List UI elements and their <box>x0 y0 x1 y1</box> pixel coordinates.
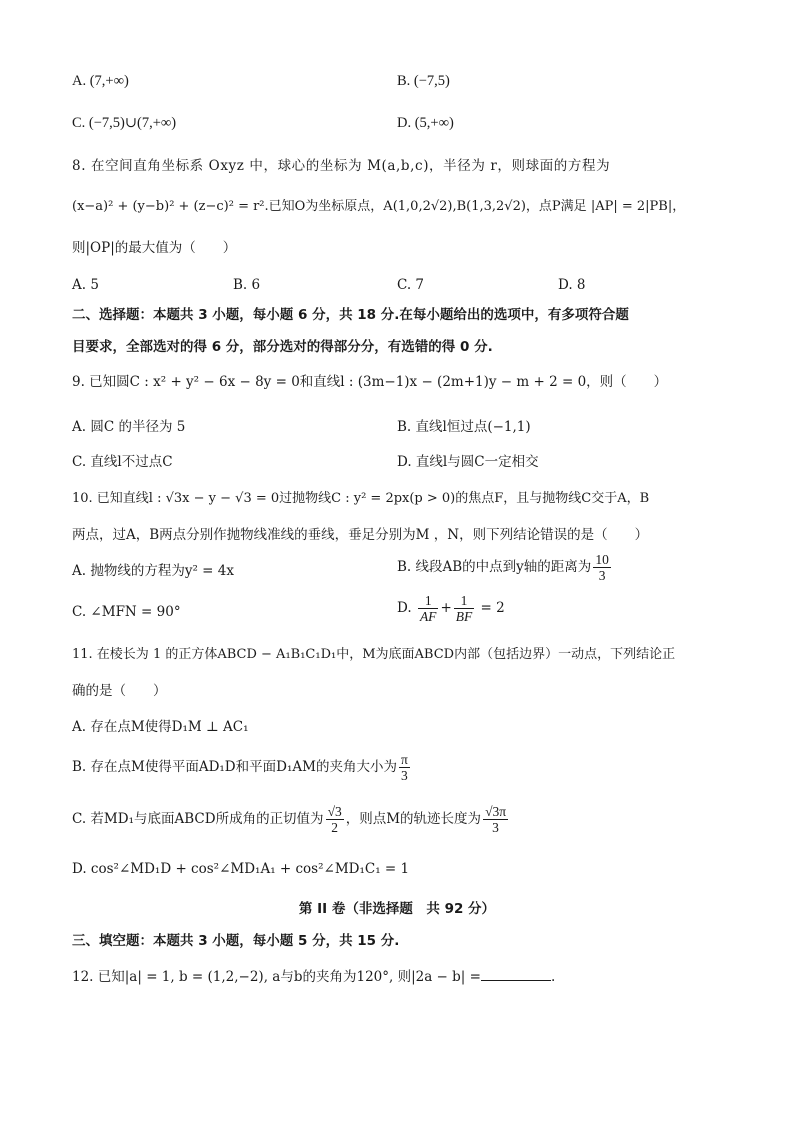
q10-option-b <box>397 552 613 583</box>
q7-option-c: C. (−7,5)∪(7,+∞) <box>72 115 177 131</box>
q10-option-d-label: D. <box>397 600 412 616</box>
q10-option-b-fraction <box>593 552 611 583</box>
fraction-denominator: 3 <box>492 820 499 835</box>
q11-option-a: A. 存在点M使得D₁M ⊥ AC₁ <box>72 719 249 735</box>
q8-option-b: B. 6 <box>233 277 261 293</box>
fraction-denominator: 2 <box>331 820 339 835</box>
q11-stem-line2: 确的是（ ） <box>72 683 167 699</box>
q10-option-d-fraction-2 <box>454 593 475 624</box>
fraction-denominator: BF <box>455 609 473 624</box>
q8-option-c: C. 7 <box>397 277 425 293</box>
q10-option-c: C. ∠MFN = 90° <box>72 604 181 620</box>
part2-title: 第 II 卷（非选择题 共 92 分） <box>298 901 496 917</box>
section2-heading-line2: 目要求，全部选对的得 6 分，部分选对的得部分分，有选错的得 0 分. <box>72 339 493 355</box>
fraction-denominator: AF <box>419 609 437 624</box>
q12-stem <box>72 968 555 986</box>
q10-option-d-tail: = 2 <box>480 600 505 616</box>
fraction-numerator: √3π <box>485 804 507 819</box>
q11-option-b-text: B. 存在点M使得平面AD₁D和平面D₁AM的夹角大小为 <box>72 759 397 775</box>
fraction-numerator: π <box>400 752 408 767</box>
q10-option-d-fraction-1 <box>418 593 439 624</box>
q11-option-b <box>72 752 412 783</box>
q8-option-d: D. 8 <box>558 277 586 293</box>
q11-option-c-text-1: C. 若MD₁与底面ABCD所成角的正切值为 <box>72 811 324 827</box>
q11-option-c-fraction-2 <box>483 804 508 835</box>
q7-option-a: A. (7,+∞) <box>72 73 129 89</box>
q9-option-b: B. 直线l恒过点(−1,1) <box>397 419 531 435</box>
q11-option-c-fraction-1 <box>326 804 344 835</box>
q8-stem-line2: (x−a)² + (y−b)² + (z−c)² = r².已知O为坐标原点，A(1,0,2√2),B(1,3,2√2)，点P满足 |AP| = 2|PB|， <box>72 199 686 214</box>
section3-heading: 三、填空题：本题共 3 小题，每小题 5 分，共 15 分. <box>72 933 400 949</box>
q11-option-d: D. cos²∠MD₁D + cos²∠MD₁A₁ + cos²∠MD₁C₁ = 1 <box>72 861 410 877</box>
q10-option-a: A. 抛物线的方程为y² = 4x <box>72 563 234 579</box>
q9-option-a: A. 圆C 的半径为 5 <box>72 419 186 435</box>
fraction-numerator: 1 <box>454 593 475 609</box>
q11-option-c <box>72 802 510 836</box>
fraction-denominator: 3 <box>598 568 606 583</box>
q12-answer-blank[interactable] <box>481 968 551 981</box>
q9-option-c: C. 直线l不过点C <box>72 454 173 470</box>
q11-option-b-fraction <box>399 752 410 783</box>
q11-stem-line1: 11. 在棱长为 1 的正方体ABCD − A₁B₁C₁D₁中，M为底面ABCD内部（包括边界）一动点，下列结论正 <box>72 647 676 662</box>
q7-option-d: D. (5,+∞) <box>397 115 454 131</box>
q10-option-d: D. $\frac{1}{AF}$ + $\frac{1}{BF}$ = 2 <box>397 593 505 624</box>
q11-option-c-text-2: ，则点M的轨迹长度为 <box>345 811 482 827</box>
q8-option-a: A. 5 <box>72 277 99 293</box>
fraction-numerator: 1 <box>418 593 439 609</box>
q8-stem-line3: 则|OP|的最大值为（ ） <box>72 240 237 256</box>
fraction-numerator: √3 <box>327 804 342 819</box>
fraction-numerator: 10 <box>595 552 609 567</box>
q7-option-b: B. (−7,5) <box>397 73 450 89</box>
section2-heading-line1: 二、选择题：本题共 3 小题，每小题 6 分，共 18 分.在每小题给出的选项中，有多项符合题 <box>72 307 629 323</box>
q10-stem-line1: 10. 已知直线l : √3x − y − √3 = 0过抛物线C : y² = 2px(p > 0)的焦点F，且与抛物线C交于A，B <box>72 491 650 506</box>
q12-tail: . <box>550 969 556 985</box>
q10-option-b-text: B. 线段AB的中点到y轴的距离为 <box>397 559 592 575</box>
q8-stem-line1: 8. 在空间直角坐标系 Oxyz 中，球心的坐标为 M(a,b,c)，半径为 r，则球面的方程为 <box>72 158 611 174</box>
q9-option-d: D. 直线l与圆C一定相交 <box>397 454 539 470</box>
q10-stem-line2: 两点，过A，B两点分别作抛物线准线的垂线，垂足分别为M ，N，则下列结论错误的是（ ） <box>72 527 649 543</box>
fraction-denominator: 3 <box>400 768 408 783</box>
q12-text: 12. 已知|a| = 1, b = (1,2,−2), a与b的夹角为120°, 则|2a − b| = <box>72 969 481 985</box>
q9-stem: 9. 已知圆C : x² + y² − 6x − 8y = 0和直线l : (3m−1)x − (2m+1)y − m + 2 = 0，则（ ） <box>72 374 668 390</box>
